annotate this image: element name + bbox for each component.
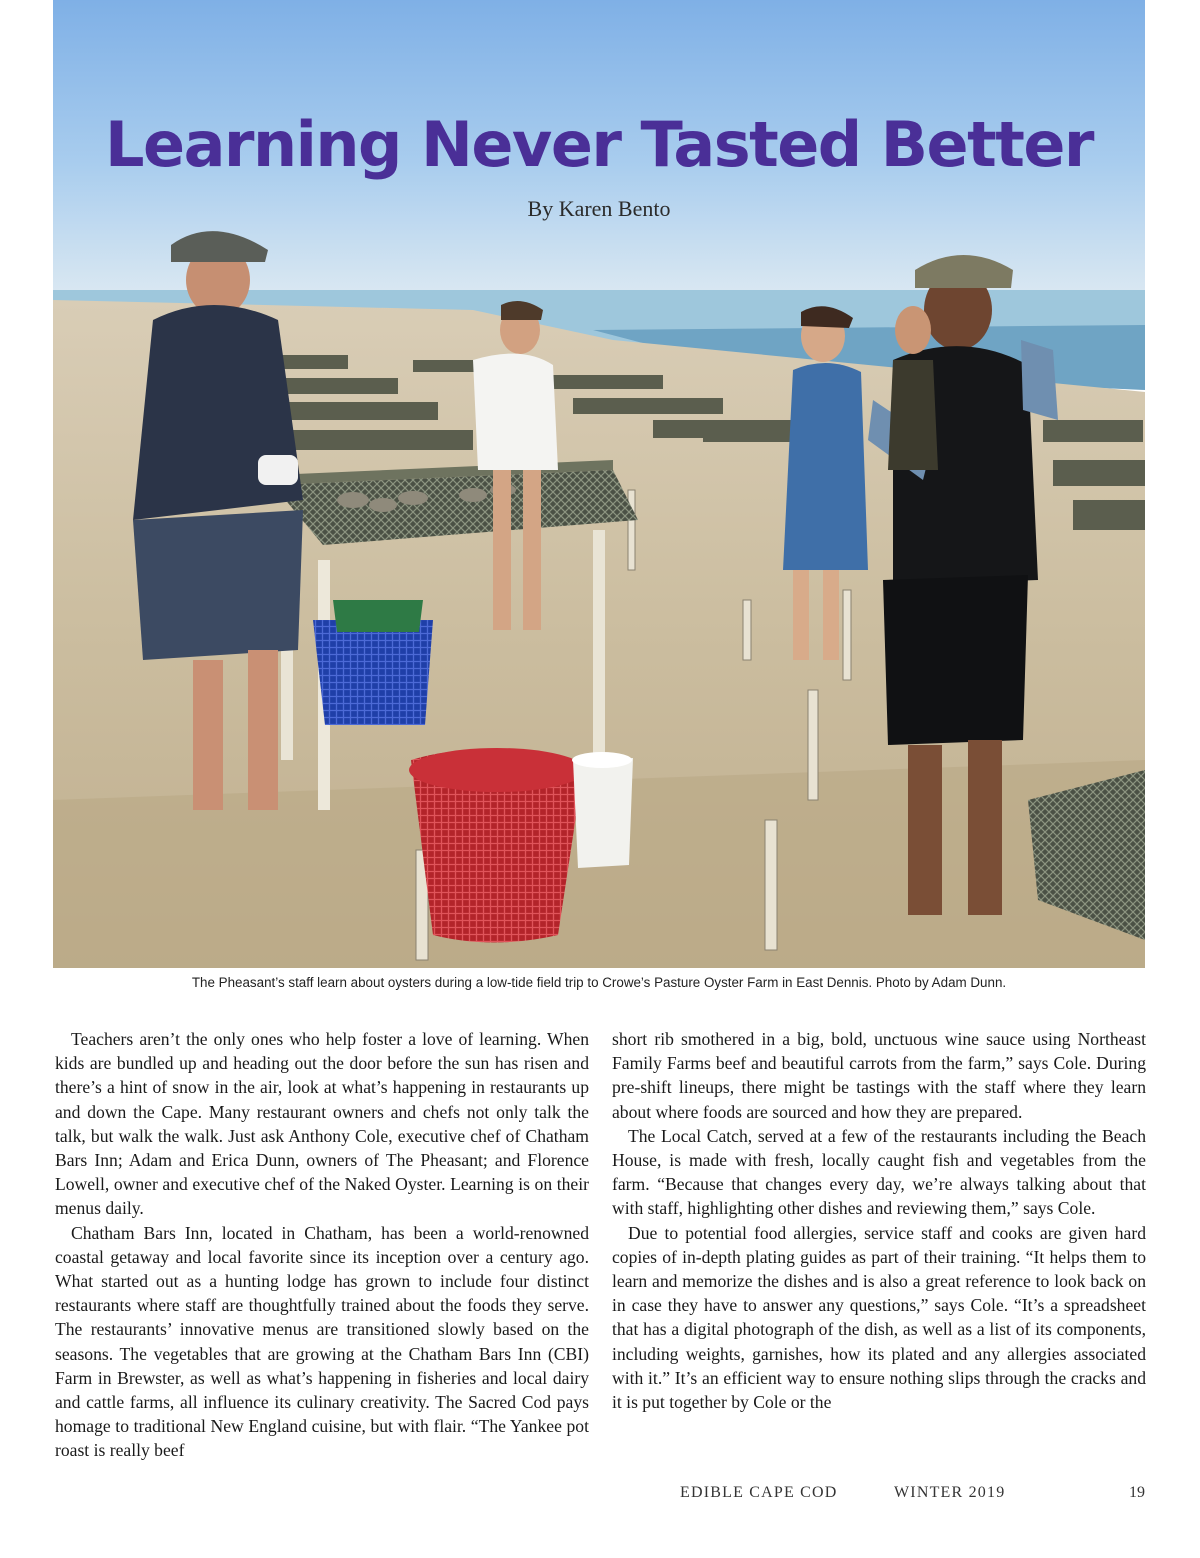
body-paragraph: Due to potential food allergies, service staff and cooks are given hard copies of in-depth plating guides as part of their training. “It helps them to learn and memorize the dishes and is also a great reference to look back on in case they have to answer any questions,” says Cole. “It’s a spreadsheet that has a digital photograph of the dish, as well as a list of its components, including weights, garnishes, how its plated and any allergies associated with it.” It’s an efficient way to ensure nothing slips through the cracks and it is put together by Cole or the (612, 1222, 1146, 1413)
body-column-right (612, 1027, 1146, 1414)
photo-caption: The Pheasant’s staff learn about oysters during a low-tide field trip to Crowe’s Pasture Oyster Farm in East Dennis. Photo by Adam Dunn. (191, 975, 1007, 990)
body-paragraph: Chatham Bars Inn, located in Chatham, has been a world-renowned coastal getaway and local favorite since its inception over a century ago. What started out as a hunting lodge has grown to include four distinct restaurants where staff are thoughtfully trained about the foods they serve. The restaurants’ innovative menus are transitioned slowly based on the seasons. The vegetables that are growing at the Chatham Bars Inn (CBI) Farm in Brewster, as well as what’s happening in fisheries and local dairy and cattle farms, all influence its culinary creativity. The Sacred Cod pays homage to traditional New England cuisine, but with flair. “The Yankee pot roast is really beef (55, 1222, 589, 1461)
page-number: 19 (1129, 1484, 1145, 1501)
page-footer (53, 1484, 1145, 1508)
article-byline: By Karen Bento (527, 196, 671, 221)
body-paragraph: short rib smothered in a big, bold, unctuous wine sauce using Northeast Family Farms beef and beautiful carrots from the farm,” says Cole. During pre-shift lineups, there might be tastings with the staff where they learn about where foods are sourced and how they are prepared. (612, 1029, 1146, 1122)
article-title: Learning Never Tasted Better (105, 108, 1093, 181)
body-paragraph: The Local Catch, served at a few of the restaurants including the Beach House, is made with fresh, locally caught fish and vegetables from the farm. “Because that changes every day, we’re always talking about that with staff, highlighting other dishes and reviewing them,” says Cole. (612, 1125, 1146, 1219)
footer-issue: WINTER 2019 (894, 1484, 1006, 1501)
footer-publication: EDIBLE CAPE COD (680, 1484, 838, 1501)
body-column-left (55, 1027, 589, 1463)
body-paragraph: Teachers aren’t the only ones who help foster a love of learning. When kids are bundled up and heading out the door before the sun has risen and there’s a hint of snow in the air, look at what’s happening in restaurants up and down the Cape. Many restaurant owners and chefs not only talk the talk, but walk the walk. Just ask Anthony Cole, executive chef of Chatham Bars Inn; Adam and Erica Dunn, owners of The Pheasant; and Florence Lowell, owner and executive chef of the Naked Oyster. Learning is on their menus daily. (55, 1029, 589, 1219)
